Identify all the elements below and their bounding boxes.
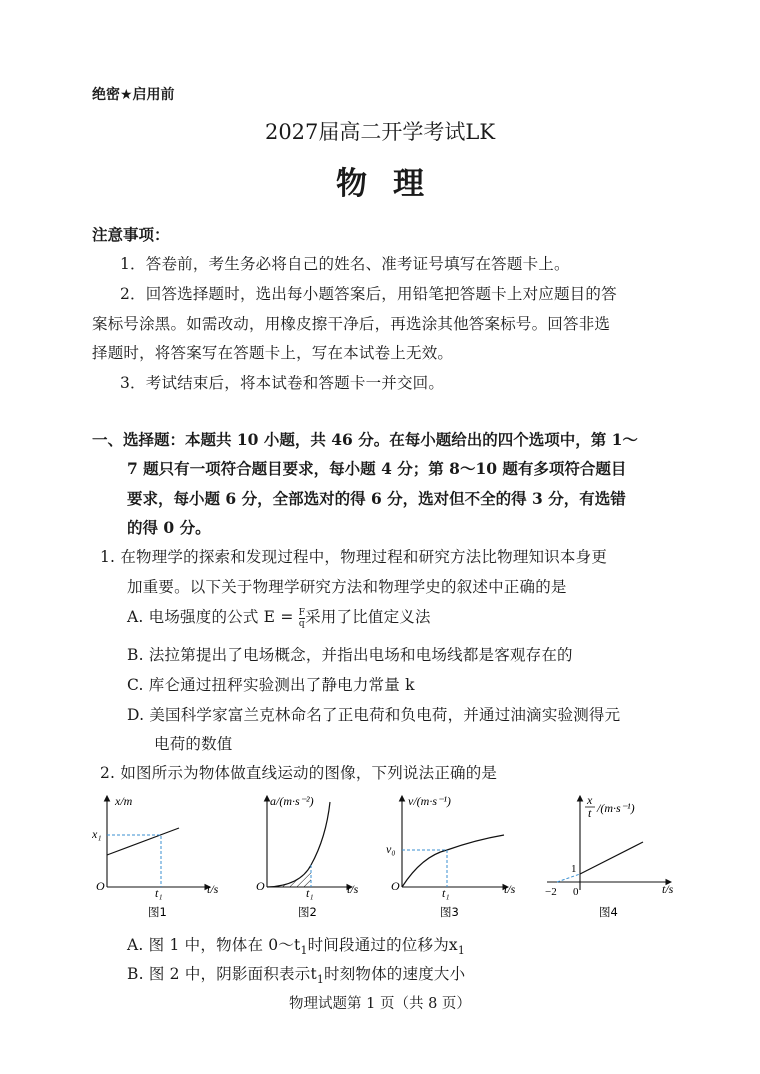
fig1-ylabel: x/m <box>115 794 133 808</box>
section-1-line-3: 要求，每小题 6 分，全部选对的得 6 分，选对但不全的得 3 分，有选错 <box>127 489 626 508</box>
section-1-line-1: 一、选择题：本题共 10 小题，共 46 分。在每小题给出的四个选项中，第 1～ <box>92 430 638 449</box>
q2-option-b: B. 图 2 中，阴影面积表示$t_1$时刻物体的速度大小 <box>127 965 466 987</box>
fig3-xlabel: t/s <box>504 882 516 896</box>
q2-stem: 2. 如图所示为物体做直线运动的图像，下列说法正确的是 <box>100 764 498 782</box>
fig2-caption: 图2 <box>298 905 317 919</box>
fig2-origin: O <box>256 879 265 893</box>
fig4-ylabel-den: t <box>588 806 592 820</box>
fig3-curve <box>402 835 504 887</box>
fig3-ymark: v₀ <box>386 842 396 856</box>
q1-option-d-line-1: D. 美国科学家富兰克林命名了正电荷和负电荷，并通过油滴实验测得元 <box>127 706 621 724</box>
fig4-ylabel-unit: /(m·s⁻¹) <box>597 801 635 815</box>
fig2-curve <box>267 802 330 887</box>
figure-4-x-over-t-graph <box>535 790 683 922</box>
fig4-xlabel: t/s <box>662 882 674 896</box>
figure-1-x-t-graph <box>92 790 232 922</box>
fig3-origin: O <box>391 879 400 893</box>
classification-label: 绝密★启用前 <box>92 87 175 103</box>
fig2-xmark: t₁ <box>306 886 314 900</box>
exam-title: 2027届高二开学考试LK <box>264 120 496 144</box>
fig4-ylabel-num: x <box>587 793 593 807</box>
fig2-xlabel: t/s <box>347 882 359 896</box>
figure-2-a-t-graph <box>252 790 382 922</box>
fig4-xmark-zero: 0 <box>573 886 579 898</box>
notes-heading: 注意事项： <box>92 225 170 244</box>
fig3-ylabel: v/(m·s⁻¹) <box>408 794 451 808</box>
fig3-guide <box>402 850 447 887</box>
figure-3-v-t-graph <box>380 790 530 922</box>
q1-option-b: B. 法拉第提出了电场概念，并指出电场和电场线都是客观存在的 <box>127 646 573 664</box>
note-item-2-line-1: 2．回答选择题时，选出每小题答案后，用铅笔把答题卡上对应题目的答 <box>120 285 617 303</box>
section-1-line-4: 的得 0 分。 <box>127 518 211 537</box>
fig1-xmark: t₁ <box>155 886 163 900</box>
fig4-extrapolation <box>557 874 580 882</box>
subject-title: 物理 <box>336 166 450 202</box>
q1-stem-line-1: 1. 在物理学的探索和发现过程中，物理过程和研究方法比物理知识本身更 <box>100 548 608 566</box>
q1-option-c: C. 库仑通过扭秤实验测出了静电力常量 k <box>127 676 415 694</box>
fig3-xmark: t₁ <box>442 886 450 900</box>
fig1-guide <box>107 835 161 887</box>
fig3-caption: 图3 <box>440 905 459 919</box>
fig1-ymark: x₁ <box>92 827 102 841</box>
fig1-caption: 图1 <box>148 905 167 919</box>
note-item-2-line-2: 案标号涂黑。如需改动，用橡皮擦干净后，再选涂其他答案标号。回答非选 <box>92 315 611 333</box>
fig4-line <box>580 842 643 874</box>
page-footer: 物理试题第 1 页（共 8 页） <box>289 996 471 1012</box>
fig4-caption: 图4 <box>599 905 618 919</box>
field-strength-fraction: $\frac{F}{q}$ <box>298 607 306 629</box>
fig1-xlabel: t/s <box>207 882 219 896</box>
section-1-line-2: 7 题只有一项符合题目要求，每小题 4 分；第 8～10 题有多项符合题目 <box>127 459 627 478</box>
fig4-ymark: 1 <box>571 863 577 875</box>
q2-option-a: A. 图 1 中，物体在 $0\sim t_1$时间段通过的位移为$x_1$ <box>127 936 465 958</box>
fig1-line <box>107 828 179 855</box>
note-item-3: 3．考试结束后，将本试卷和答题卡一并交回。 <box>120 374 445 392</box>
note-item-1: 1．答卷前，考生务必将自己的姓名、准考证号填写在答题卡上。 <box>120 255 570 273</box>
q1-option-a: A. 电场强度的公式 E = $\frac{F}{q}$ 采用了比值定义法 <box>127 607 431 629</box>
fig1-origin: O <box>96 879 105 893</box>
fig4-xmark-neg: −2 <box>545 886 557 898</box>
note-item-2-line-3: 择题时，将答案写在答题卡上，写在本试卷上无效。 <box>92 344 454 362</box>
q1-stem-line-2: 加重要。以下关于物理学研究方法和物理学史的叙述中正确的是 <box>127 578 567 596</box>
fig2-ylabel: a/(m·s⁻²) <box>270 794 314 808</box>
q1-option-d-line-2: 电荷的数值 <box>154 735 233 753</box>
